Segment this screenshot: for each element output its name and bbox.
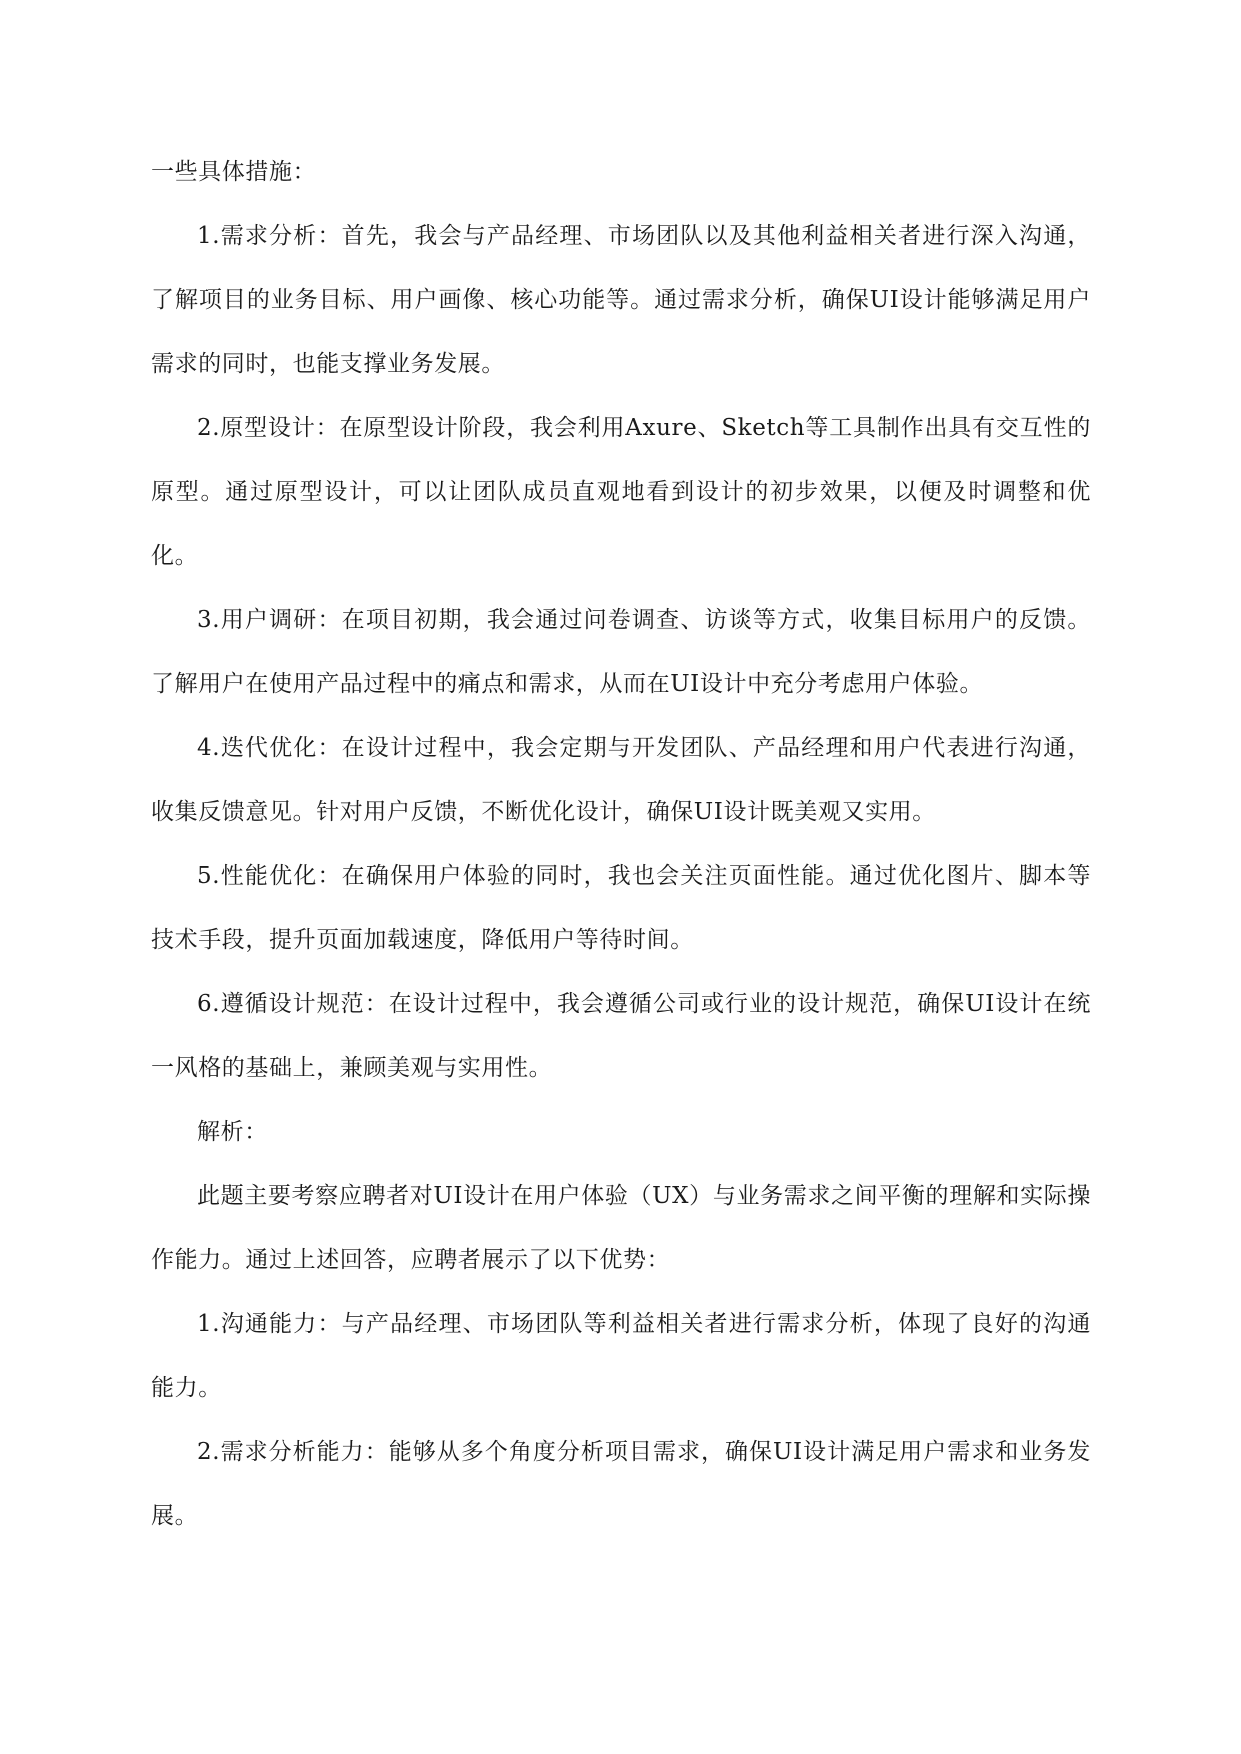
paragraph-intro: 一些具体措施： [151,159,317,185]
paragraph-requirement-ability: 2.需求分析能力：能够从多个角度分析项目需求，确保UI设计满足用户需求和业务发展。 [151,1439,1091,1529]
paragraph-design-standards: 6.遵循设计规范：在设计过程中，我会遵循公司或行业的设计规范，确保UI设计在统一风格的基础上，兼顾美观与实用性。 [151,991,1091,1081]
paragraph-user-research: 3.用户调研：在项目初期，我会通过问卷调查、访谈等方式，收集目标用户的反馈。了解用户在使用产品过程中的痛点和需求，从而在UI设计中充分考虑用户体验。 [151,607,1091,697]
paragraph-requirement-analysis: 1.需求分析：首先，我会与产品经理、市场团队以及其他利益相关者进行深入沟通，了解项目的业务目标、用户画像、核心功能等。通过需求分析，确保UI设计能够满足用户需求的同时，也能支撑业务发展。 [151,223,1091,377]
paragraph-iterative-optimization: 4.迭代优化：在设计过程中，我会定期与开发团队、产品经理和用户代表进行沟通，收集反馈意见。针对用户反馈，不断优化设计，确保UI设计既美观又实用。 [151,735,1091,825]
paragraph-analysis-heading: 解析： [197,1119,268,1145]
paragraph-prototype-design: 2.原型设计：在原型设计阶段，我会利用Axure、Sketch等工具制作出具有交互性的原型。通过原型设计，可以让团队成员直观地看到设计的初步效果，以便及时调整和优化。 [151,415,1091,569]
paragraph-analysis-summary: 此题主要考察应聘者对UI设计在用户体验（UX）与业务需求之间平衡的理解和实际操作能力。通过上述回答，应聘者展示了以下优势： [151,1183,1091,1273]
document-body [151,140,1091,1548]
paragraph-performance-optimization: 5.性能优化：在确保用户体验的同时，我也会关注页面性能。通过优化图片、脚本等技术手段，提升页面加载速度，降低用户等待时间。 [151,863,1091,953]
paragraph-communication-ability: 1.沟通能力：与产品经理、市场团队等利益相关者进行需求分析，体现了良好的沟通能力。 [151,1311,1091,1401]
